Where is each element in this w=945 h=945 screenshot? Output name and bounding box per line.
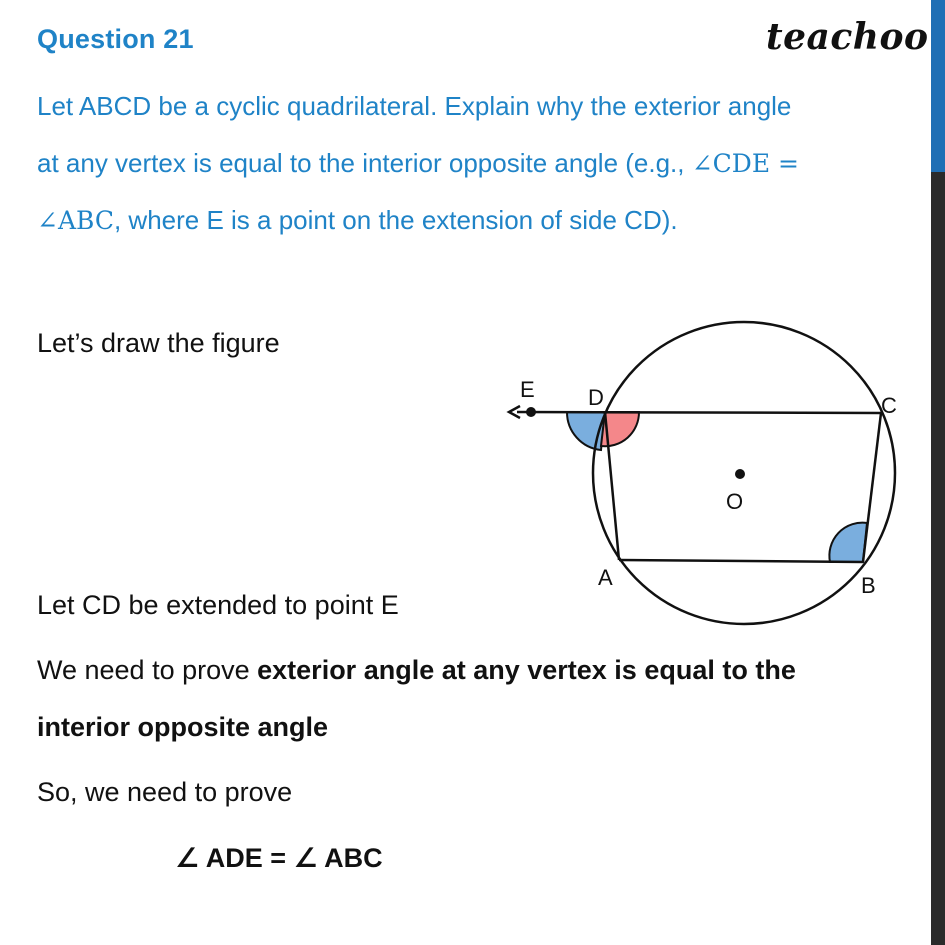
label-o: O — [726, 489, 744, 514]
need-to-prove-bold-1: exterior angle at any vertex is equal to the — [257, 655, 796, 685]
so-prove-text: So, we need to prove — [37, 777, 293, 807]
line-ce — [517, 412, 881, 413]
question-line-2 — [37, 135, 907, 192]
need-to-prove-bold-2: interior opposite angle — [37, 712, 329, 742]
question-title: Question 21 — [37, 24, 194, 54]
extend-text: Let CD be extended to point E — [37, 590, 399, 620]
teachoo-logo[interactable]: teachoo — [766, 16, 929, 58]
scrollbar-thumb[interactable] — [931, 0, 945, 172]
draw-figure-text: Let’s draw the figure — [37, 328, 280, 358]
label-c: C — [881, 393, 897, 418]
point-e — [526, 407, 536, 417]
equation-ade-abc: ∠ ADE = ∠ ABC — [175, 843, 383, 873]
question-math-cde: ∠CDE = — [691, 149, 799, 178]
label-d: D — [588, 385, 604, 410]
question-math-abc: ∠ABC — [37, 206, 114, 235]
need-to-prove-text: We need to prove — [37, 655, 258, 685]
label-b: B — [861, 573, 876, 598]
need-to-prove-line-1 — [37, 655, 796, 686]
question-line-3 — [37, 192, 907, 249]
figure-svg — [500, 315, 910, 630]
question-line-2-text: at any vertex is equal to the interior opposite angle (e.g., — [37, 148, 692, 178]
cyclic-quadrilateral-figure — [500, 315, 910, 630]
label-e: E — [520, 377, 535, 402]
question-text — [37, 78, 907, 249]
question-line-3-text: , where E is a point on the extension of side CD). — [113, 205, 678, 235]
side-ba — [619, 560, 863, 562]
label-a: A — [598, 565, 613, 590]
interior-angle-abc-mark — [829, 523, 867, 562]
question-line-1: Let ABCD be a cyclic quadrilateral. Explain why the exterior angle — [37, 91, 792, 121]
center-o — [735, 469, 745, 479]
